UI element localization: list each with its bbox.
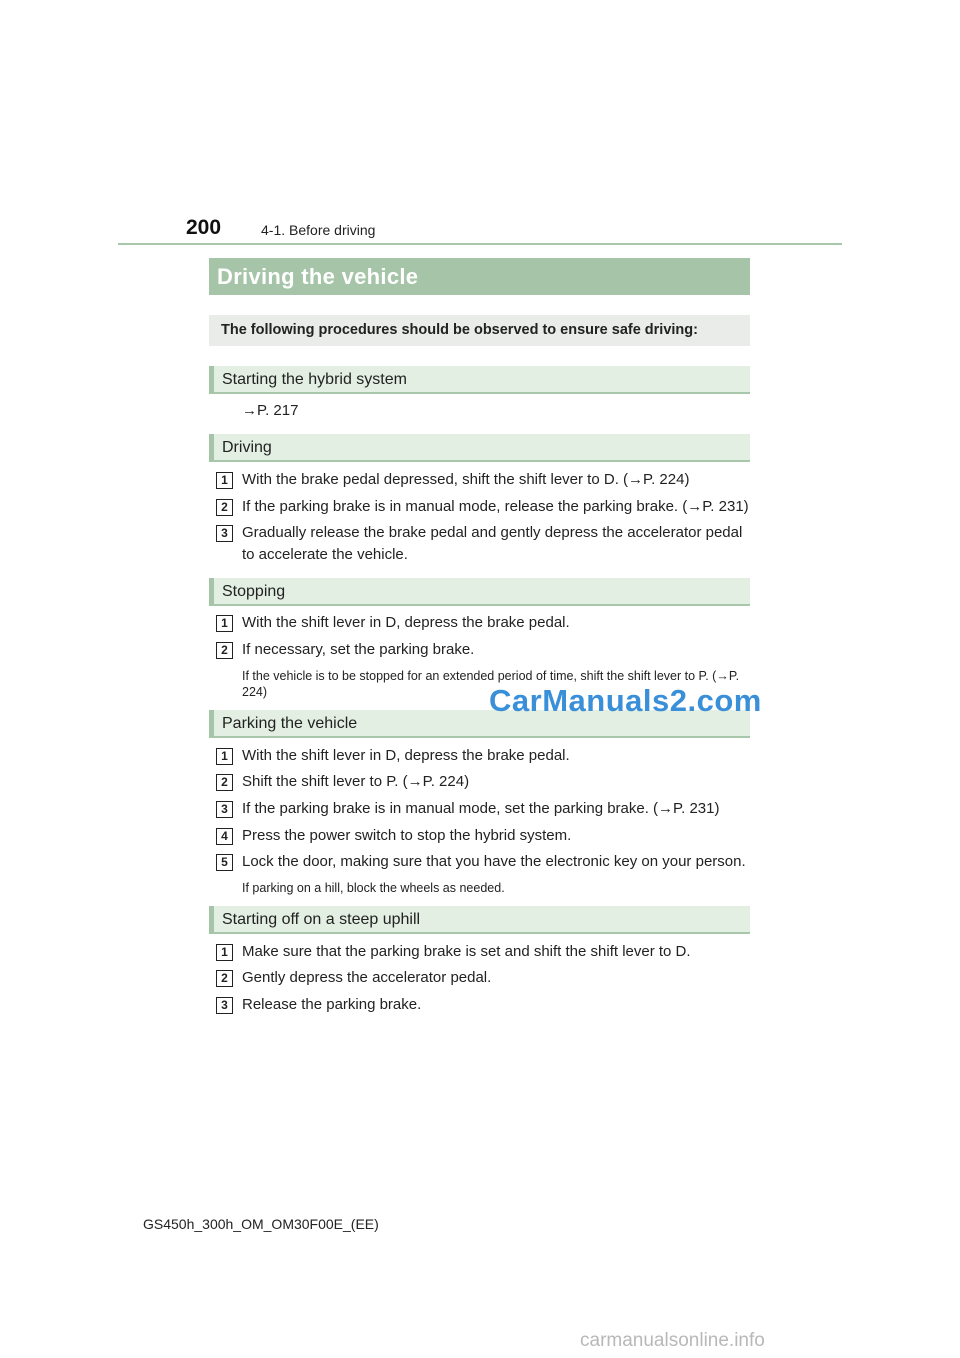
list-item bbox=[216, 639, 756, 661]
step-number-badge: 3 bbox=[216, 997, 233, 1014]
section-heading-starting: Starting the hybrid system bbox=[209, 366, 750, 394]
note-text: If the vehicle is to be stopped for an extended period of time, shift the shift lever to P. (→P. 224) bbox=[242, 669, 740, 699]
list-item bbox=[216, 745, 756, 767]
step-text: Shift the shift lever to P. (→P. 224) bbox=[242, 773, 470, 790]
footer-doc-code: GS450h_300h_OM_OM30F00E_(EE) bbox=[143, 1216, 379, 1232]
step-text: With the shift lever in D, depress the brake pedal. bbox=[242, 614, 570, 631]
page-title: Driving the vehicle bbox=[209, 258, 750, 295]
step-text: Press the power switch to stop the hybrid system. bbox=[242, 827, 572, 844]
intro-text: The following procedures should be observed to ensure safe driving: bbox=[209, 315, 750, 346]
step-number-badge: 1 bbox=[216, 944, 233, 961]
section-heading-stopping: Stopping bbox=[209, 578, 750, 606]
step-number-badge: 1 bbox=[216, 472, 233, 489]
list-item bbox=[216, 825, 756, 847]
step-text: Release the parking brake. bbox=[242, 996, 422, 1013]
step-number-badge: 2 bbox=[216, 499, 233, 516]
step-number-badge: 2 bbox=[216, 970, 233, 987]
note-text: If parking on a hill, block the wheels as needed. bbox=[242, 881, 505, 895]
list-item bbox=[216, 496, 756, 518]
list-item bbox=[216, 469, 756, 491]
page-number: 200 bbox=[186, 216, 222, 239]
watermark-carmanuals2: CarManuals2.com bbox=[489, 683, 762, 718]
list-item bbox=[216, 522, 756, 566]
step-number-badge: 4 bbox=[216, 828, 233, 845]
step-number-badge: 1 bbox=[216, 748, 233, 765]
watermark-carmanualsonline: carmanualsonline.info bbox=[580, 1330, 765, 1351]
list-item bbox=[216, 967, 756, 989]
step-text: Gently depress the accelerator pedal. bbox=[242, 969, 492, 986]
step-number-badge: 3 bbox=[216, 525, 233, 542]
list-item bbox=[216, 994, 756, 1016]
step-text: If necessary, set the parking brake. bbox=[242, 641, 475, 658]
step-text: With the shift lever in D, depress the brake pedal. bbox=[242, 747, 570, 764]
list-item bbox=[216, 612, 756, 634]
list-item bbox=[216, 771, 756, 793]
list-item bbox=[216, 851, 756, 873]
step-number-badge: 3 bbox=[216, 801, 233, 818]
step-text: Make sure that the parking brake is set and shift the shift lever to D. bbox=[242, 943, 691, 960]
step-number-badge: 2 bbox=[216, 642, 233, 659]
step-number-badge: 5 bbox=[216, 854, 233, 871]
step-number-badge: 2 bbox=[216, 774, 233, 791]
section-heading-driving: Driving bbox=[209, 434, 750, 462]
section-heading-parking: Parking the vehicle bbox=[209, 710, 750, 738]
header-divider bbox=[118, 243, 842, 245]
chapter-title: 4-1. Before driving bbox=[261, 222, 376, 238]
cross-reference: →P. 217 bbox=[242, 402, 299, 419]
step-number-badge: 1 bbox=[216, 615, 233, 632]
step-text: If the parking brake is in manual mode, set the parking brake. (→P. 231) bbox=[242, 800, 720, 817]
list-item bbox=[216, 798, 756, 820]
step-text: With the brake pedal depressed, shift the shift lever to D. (→P. 224) bbox=[242, 471, 690, 488]
section-heading-uphill: Starting off on a steep uphill bbox=[209, 906, 750, 934]
step-text: If the parking brake is in manual mode, release the parking brake. (→P. 231) bbox=[242, 498, 749, 515]
step-text: Lock the door, making sure that you have the electronic key on your person. bbox=[242, 853, 746, 870]
list-item bbox=[216, 941, 756, 963]
step-text: Gradually release the brake pedal and gently depress the accelerator pedal to accelerate the vehicle. bbox=[242, 524, 743, 563]
